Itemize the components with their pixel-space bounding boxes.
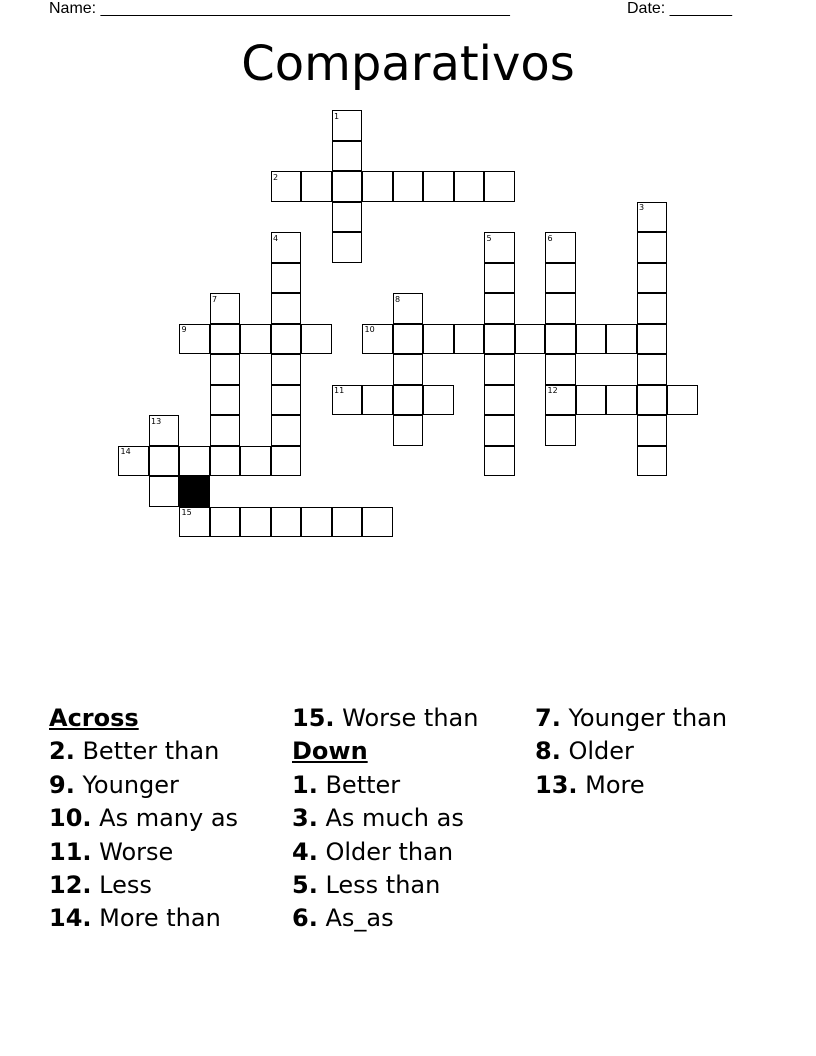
clue-across-10: 10. As many as — [49, 804, 239, 833]
grid-cell[interactable] — [393, 415, 424, 446]
clue-down-6: 6. As_as — [292, 904, 394, 933]
grid-cell[interactable] — [393, 385, 424, 416]
grid-cell[interactable] — [484, 354, 515, 385]
date-field[interactable]: Date: _______ — [627, 0, 732, 17]
clue-across-9: 9. Younger — [49, 770, 179, 799]
clue-down-13: 13. More — [535, 770, 645, 799]
clue-number: 8 — [395, 294, 401, 304]
grid-cell[interactable] — [210, 385, 241, 416]
grid-cell[interactable] — [210, 507, 241, 538]
clue-down-3: 3. As much as — [292, 804, 464, 833]
clue-down-7: 7. Younger than — [535, 704, 728, 732]
grid-cell[interactable] — [637, 415, 668, 446]
clue-number: 7 — [212, 294, 218, 304]
grid-cell[interactable] — [576, 385, 607, 416]
grid-cell[interactable] — [484, 446, 515, 477]
grid-cell[interactable] — [271, 507, 302, 538]
grid-cell[interactable] — [393, 354, 424, 385]
grid-cell[interactable] — [484, 324, 515, 355]
clue-across-14: 14. More than — [49, 904, 221, 933]
grid-cell[interactable] — [606, 324, 637, 355]
grid-cell[interactable] — [637, 324, 668, 355]
clue-number: 9 — [181, 325, 187, 334]
grid-cell[interactable] — [149, 446, 180, 477]
grid-cell[interactable] — [301, 171, 332, 202]
grid-cell[interactable] — [332, 232, 363, 263]
grid-cell[interactable] — [362, 507, 393, 538]
grid-cell[interactable] — [454, 171, 485, 202]
black-cell — [179, 476, 210, 507]
clue-down-4: 4. Older than — [292, 837, 454, 866]
grid-cell[interactable] — [637, 446, 668, 477]
grid-cell[interactable] — [240, 507, 271, 538]
grid-cell[interactable] — [545, 354, 576, 385]
grid-cell[interactable] — [210, 446, 241, 477]
page-title: Comparativos — [241, 36, 575, 92]
clues-column-3 — [535, 703, 727, 803]
grid-cell[interactable] — [362, 385, 393, 416]
grid-cell[interactable] — [179, 446, 210, 477]
grid-cell[interactable] — [240, 324, 271, 355]
clue-number: 12 — [547, 386, 558, 395]
grid-cell[interactable] — [271, 263, 302, 294]
clue-down-5: 5. Less than — [292, 870, 441, 899]
grid-cell[interactable] — [332, 202, 363, 233]
clue-number: 11 — [334, 386, 345, 395]
grid-cell[interactable] — [271, 324, 302, 355]
grid-cell[interactable] — [637, 232, 668, 263]
clues-column-2 — [292, 703, 478, 937]
clue-across-12: 12. Less — [49, 870, 152, 899]
grid-cell[interactable] — [332, 507, 363, 538]
grid-cell[interactable] — [637, 293, 668, 324]
grid-cell[interactable] — [301, 507, 332, 538]
grid-cell[interactable] — [515, 324, 546, 355]
grid-cell[interactable] — [332, 141, 363, 172]
grid-cell[interactable] — [637, 354, 668, 385]
clue-number: 4 — [273, 233, 279, 243]
clue-number: 6 — [547, 233, 553, 243]
clues-column-1 — [49, 703, 238, 937]
grid-cell[interactable] — [149, 476, 180, 507]
grid-cell[interactable] — [667, 385, 698, 416]
grid-cell[interactable] — [576, 324, 607, 355]
clue-number: 1 — [334, 111, 340, 121]
grid-cell[interactable] — [271, 446, 302, 477]
grid-cell[interactable] — [637, 263, 668, 294]
grid-cell[interactable] — [545, 263, 576, 294]
grid-cell[interactable] — [271, 354, 302, 385]
grid-cell[interactable] — [545, 415, 576, 446]
grid-cell[interactable] — [271, 293, 302, 324]
grid-cell[interactable] — [393, 171, 424, 202]
clue-number: 14 — [120, 447, 131, 456]
grid-cell[interactable] — [484, 385, 515, 416]
grid-cell[interactable] — [484, 171, 515, 202]
grid-cell[interactable] — [210, 354, 241, 385]
clue-number: 2 — [273, 172, 279, 182]
grid-cell[interactable] — [606, 385, 637, 416]
grid-cell[interactable] — [484, 415, 515, 446]
clue-number: 5 — [486, 233, 492, 243]
clue-across-11: 11. Worse — [49, 837, 174, 866]
grid-cell[interactable] — [271, 415, 302, 446]
clue-down-8: 8. Older — [535, 737, 634, 766]
grid-cell[interactable] — [423, 324, 454, 355]
grid-cell[interactable] — [545, 324, 576, 355]
grid-cell[interactable] — [210, 324, 241, 355]
name-field[interactable]: Name: ______________________________________________ — [49, 0, 510, 17]
across-heading: Across — [49, 704, 139, 732]
clue-down-1: 1. Better — [292, 770, 401, 799]
grid-cell[interactable] — [240, 446, 271, 477]
clue-across-15: 15. Worse than — [292, 704, 479, 732]
down-heading: Down — [292, 737, 368, 766]
grid-cell[interactable] — [454, 324, 485, 355]
grid-cell[interactable] — [423, 385, 454, 416]
grid-cell[interactable] — [637, 385, 668, 416]
grid-cell[interactable] — [423, 171, 454, 202]
grid-cell[interactable] — [484, 263, 515, 294]
grid-cell[interactable] — [484, 293, 515, 324]
clue-across-2: 2. Better than — [49, 737, 220, 766]
grid-cell[interactable] — [210, 415, 241, 446]
grid-cell[interactable] — [332, 171, 363, 202]
grid-cell[interactable] — [362, 171, 393, 202]
grid-cell[interactable] — [271, 385, 302, 416]
grid-cell[interactable] — [301, 324, 332, 355]
clue-number: 15 — [181, 508, 192, 517]
clue-number: 3 — [639, 203, 645, 212]
clue-number: 10 — [364, 325, 375, 334]
clue-number: 13 — [151, 416, 162, 426]
grid-cell[interactable] — [545, 293, 576, 324]
grid-cell[interactable] — [393, 324, 424, 355]
